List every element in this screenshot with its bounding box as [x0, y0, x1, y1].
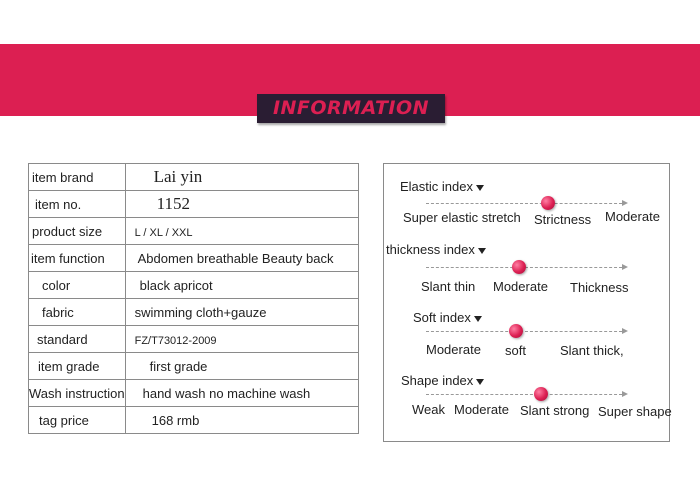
- info-key-cell: [29, 299, 126, 326]
- thickness-index-title: [386, 242, 486, 257]
- shape-scale-line: [426, 394, 622, 395]
- info-key-cell: [29, 326, 126, 353]
- shape-option: Slant strong: [520, 403, 590, 418]
- info-value-cell: [125, 326, 358, 353]
- elastic-option: Moderate: [605, 209, 660, 224]
- elastic-scale-line: [426, 203, 622, 204]
- info-value: black apricot: [139, 277, 213, 293]
- info-key: item no.: [35, 196, 82, 212]
- info-value: swimming cloth+gauze: [134, 304, 267, 320]
- thickness-option: Slant thin: [421, 279, 476, 294]
- info-value-cell: [125, 272, 358, 299]
- shape-option: Moderate: [454, 402, 509, 417]
- soft-option: Moderate: [426, 342, 481, 357]
- table-row: [29, 326, 359, 353]
- table-row: [29, 407, 359, 434]
- info-value-cell: [125, 218, 358, 245]
- shape-option: Super shape: [598, 404, 672, 419]
- elastic-index-title: [400, 179, 484, 194]
- info-value: first grade: [149, 358, 208, 374]
- elastic-scale-marker: [541, 196, 555, 210]
- section-title-tab: [257, 94, 445, 123]
- soft-scale-marker: [509, 324, 523, 338]
- info-value-cell: [125, 164, 358, 191]
- info-key: fabric: [42, 304, 74, 320]
- thickness-option: Thickness: [570, 280, 629, 295]
- info-key-cell: [29, 380, 126, 407]
- arrow-right-icon: [622, 264, 628, 270]
- index-title-label: Soft index: [413, 310, 471, 325]
- info-key-cell: [29, 407, 126, 434]
- index-title-label: Elastic index: [400, 179, 473, 194]
- index-title-label: Shape index: [401, 373, 474, 388]
- triangle-down-icon: [474, 316, 482, 322]
- info-key: color: [42, 277, 71, 293]
- product-info-table: [28, 163, 359, 434]
- table-row: [29, 380, 359, 407]
- info-value: FZ/T73012-2009: [134, 334, 217, 347]
- info-key: product size: [32, 223, 103, 239]
- info-value: hand wash no machine wash: [142, 385, 311, 401]
- info-value-cell: [125, 353, 358, 380]
- table-row: [29, 272, 359, 299]
- shape-index-title: [401, 373, 484, 388]
- triangle-down-icon: [478, 248, 486, 254]
- info-key-cell: [29, 272, 126, 299]
- triangle-down-icon: [476, 379, 484, 385]
- info-key-cell: [29, 245, 126, 272]
- soft-option: soft: [505, 343, 526, 358]
- info-key: tag price: [39, 412, 89, 428]
- soft-option: Slant thick,: [560, 343, 624, 358]
- soft-index-title: [413, 310, 482, 325]
- info-value-cell: [125, 245, 358, 272]
- table-row: [29, 299, 359, 326]
- info-value-cell: [125, 380, 358, 407]
- table-row: [29, 353, 359, 380]
- info-key: Wash instruction: [29, 385, 125, 401]
- info-key: item brand: [32, 169, 94, 185]
- soft-scale-line: [426, 331, 622, 332]
- info-value: Abdomen breathable Beauty back: [137, 250, 334, 266]
- info-key: standard: [37, 331, 88, 347]
- elastic-option: Strictness: [534, 212, 592, 227]
- index-panel: [383, 163, 670, 442]
- info-key-cell: [29, 353, 126, 380]
- info-value: 168 rmb: [151, 412, 200, 428]
- index-title-label: thickness index: [386, 242, 475, 257]
- info-value-cell: [125, 407, 358, 434]
- table-row: [29, 191, 359, 218]
- table-row: [29, 245, 359, 272]
- elastic-option: Super elastic stretch: [403, 210, 521, 225]
- arrow-right-icon: [622, 391, 628, 397]
- info-key: item grade: [38, 358, 100, 374]
- shape-option: Weak: [412, 402, 445, 417]
- info-value: Lai yin: [153, 167, 203, 186]
- info-value: L / XL / XXL: [134, 226, 193, 239]
- arrow-right-icon: [622, 200, 628, 206]
- arrow-right-icon: [622, 328, 628, 334]
- info-value-cell: [125, 299, 358, 326]
- section-title: INFORMATION: [272, 97, 430, 119]
- info-value-cell: [125, 191, 358, 218]
- table-row: [29, 218, 359, 245]
- info-key: item function: [31, 250, 105, 266]
- shape-scale-marker: [534, 387, 548, 401]
- info-key-cell: [29, 218, 126, 245]
- thickness-scale-marker: [512, 260, 526, 274]
- info-key-cell: [29, 164, 126, 191]
- triangle-down-icon: [476, 185, 484, 191]
- table-row: [29, 164, 359, 191]
- info-value: 1152: [156, 194, 190, 213]
- info-key-cell: [29, 191, 126, 218]
- thickness-option: Moderate: [493, 279, 548, 294]
